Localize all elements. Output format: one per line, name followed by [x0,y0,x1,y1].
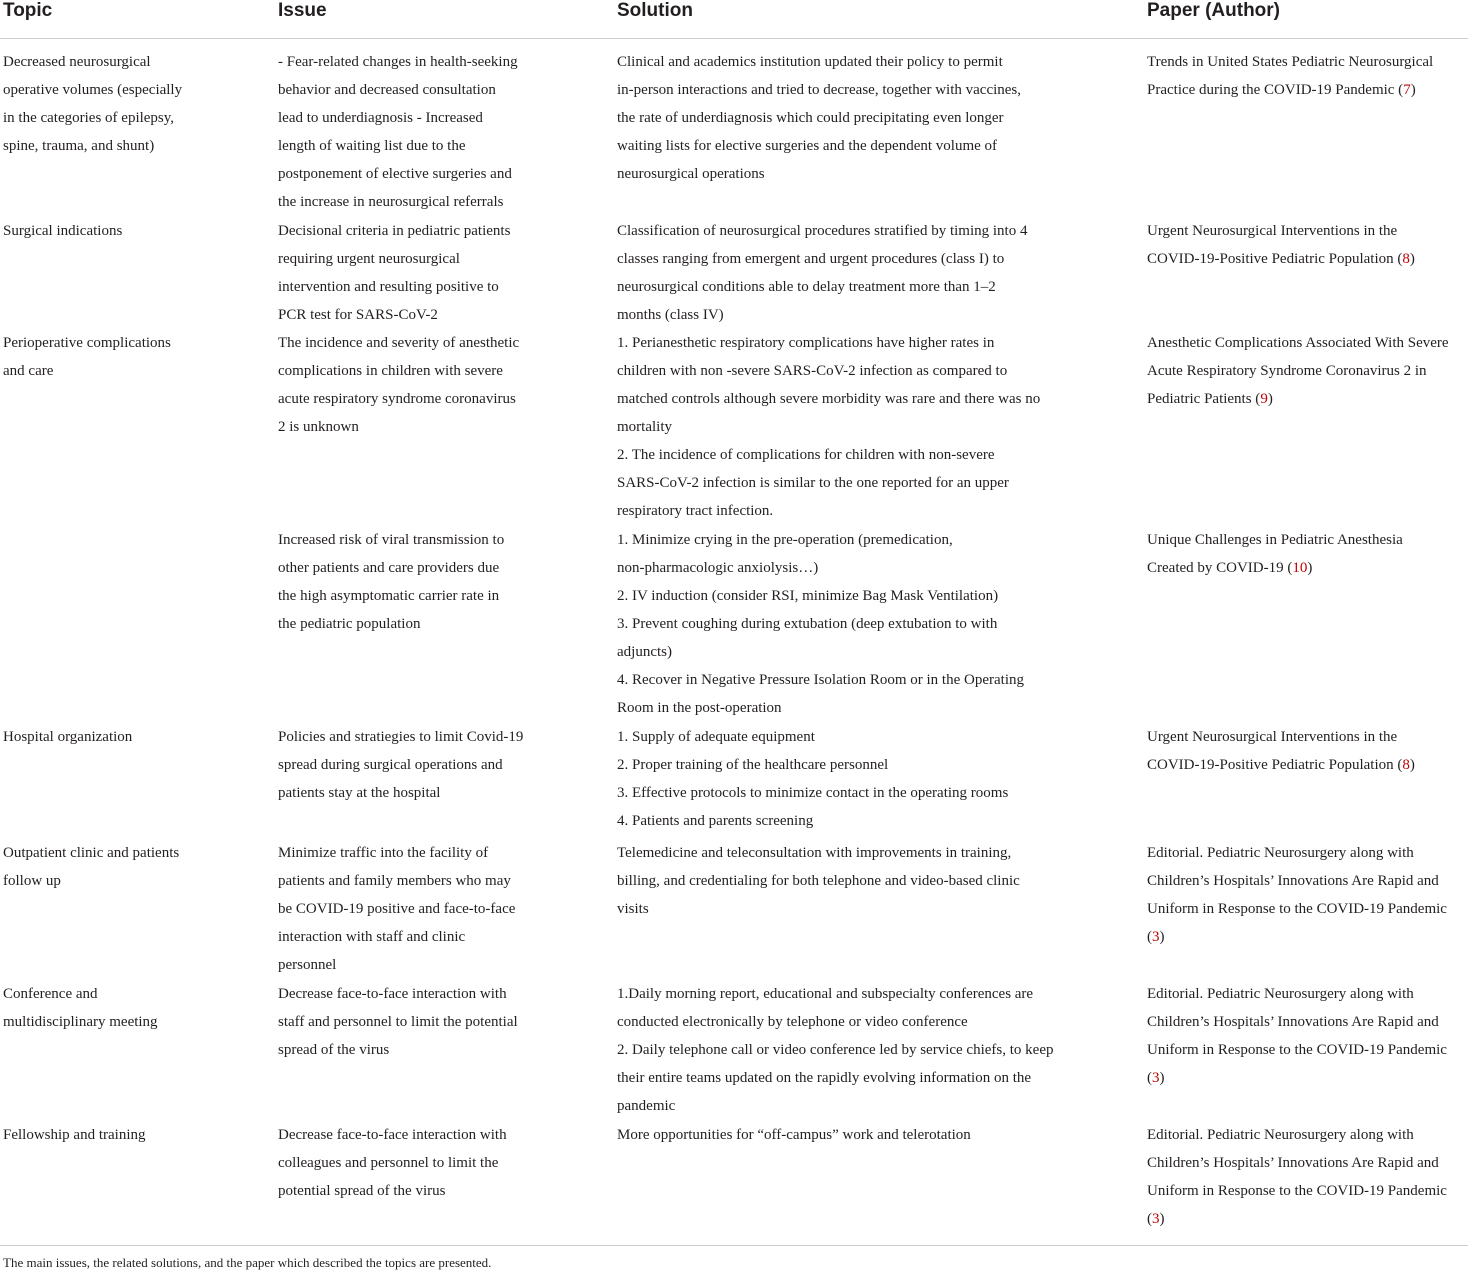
cell-line: postponement of elective surgeries and [278,166,512,182]
cell-line: 3. Prevent coughing during extubation (deep extubation to with [617,616,998,632]
cell-line: pandemic [617,1098,676,1114]
cell-line: Decreased neurosurgical [3,54,151,70]
cell-line: adjuncts) [617,644,672,660]
cell-line: operative volumes (especially [3,82,183,98]
cell-line: More opportunities for “off-campus” work and telerotation [617,1127,971,1143]
issue-cell [278,980,518,1064]
header-topic: Topic [3,0,53,21]
reference-link[interactable]: 3 [1152,1211,1160,1227]
solution-cell [617,217,1027,329]
cell-line: 2. Proper training of the healthcare personnel [617,757,889,773]
paper-text: Uniform in Response to the COVID-19 Pandemic [1147,1042,1447,1058]
cell-line: PCR test for SARS-CoV-2 [278,307,438,323]
paper-text: Children’s Hospitals’ Innovations Are Rapid and [1147,1155,1439,1171]
paper-text: COVID-19-Positive Pediatric Population ( [1147,757,1403,773]
cell-line: neurosurgical conditions able to delay treatment more than 1–2 [617,279,996,295]
cell-line: the rate of underdiagnosis which could precipitating even longer [617,110,1004,126]
cell-line: behavior and decreased consultation [278,82,496,98]
issue-cell [278,1121,507,1205]
solution-cell [617,48,1021,188]
cell-line: 3. Effective protocols to minimize contact in the operating rooms [617,785,1009,801]
issue-cell [278,48,518,216]
cell-line: 4. Recover in Negative Pressure Isolation Room or in the Operating [617,672,1024,688]
cell-line: the high asymptomatic carrier rate in [278,588,500,604]
cell-line [1147,839,1447,867]
cell-line [1147,923,1447,951]
cell-line: Policies and stratiegies to limit Covid-19 [278,729,524,745]
topic-cell [3,329,171,385]
cell-line: 1. Supply of adequate equipment [617,729,815,745]
cell-line: their entire teams updated on the rapidly evolving information on the [617,1070,1032,1086]
cell-line [1147,554,1403,582]
cell-line: complications in children with severe [278,363,503,379]
cell-line: in-person interactions and tried to decrease, together with vaccines, [617,82,1022,98]
topic-cell [3,980,158,1036]
cell-line: interaction with staff and clinic [278,929,466,945]
paper-text: Uniform in Response to the COVID-19 Pandemic [1147,901,1447,917]
issue-cell [278,217,510,329]
cell-line: months (class IV) [617,307,724,323]
paper-text-close: ) [1159,1070,1165,1086]
cell-line [1147,1036,1447,1064]
topic-cell [3,217,122,245]
cell-line: patients and family members who may [278,873,511,889]
cell-line: The incidence and severity of anesthetic [278,335,520,351]
cell-line: in the categories of epilepsy, [3,110,175,126]
cell-line: waiting lists for elective surgeries and the dependent volume of [617,138,998,154]
reference-link[interactable]: 3 [1152,929,1160,945]
solution-cell [617,526,1024,722]
paper-text: Editorial. Pediatric Neurosurgery along with [1147,845,1414,861]
table-footnote: The main issues, the related solutions, and the paper which described the topics are presented. [3,1255,492,1270]
cell-line: Classification of neurosurgical procedures stratified by timing into 4 [617,223,1028,239]
paper-text: COVID-19-Positive Pediatric Population ( [1147,251,1403,267]
cell-line [1147,1149,1447,1177]
cell-line [1147,385,1449,413]
cell-line: length of waiting list due to the [278,138,466,154]
paper-text-close: ) [1409,757,1415,773]
paper-cell [1147,1121,1447,1233]
cell-line: Clinical and academics institution updated their policy to permit [617,54,1003,70]
solution-cell [617,980,1053,1120]
paper-text: Uniform in Response to the COVID-19 Pandemic [1147,1183,1447,1199]
header-issue: Issue [278,0,327,21]
paper-text: ( [1147,1070,1152,1086]
cell-line [1147,1177,1447,1205]
paper-text-close: ) [1159,1211,1165,1227]
cell-line: Minimize traffic into the facility of [278,845,489,861]
paper-cell [1147,48,1433,104]
cell-line: and care [3,363,54,379]
topic-cell [3,839,179,895]
cell-line: neurosurgical operations [617,166,765,182]
paper-text: Trends in United States Pediatric Neurosurgical [1147,54,1434,70]
paper-text: Urgent Neurosurgical Interventions in the [1147,729,1398,745]
cell-line: acute respiratory syndrome coronavirus [278,391,516,407]
footer-divider [0,1245,1468,1246]
paper-text: Acute Respiratory Syndrome Coronavirus 2 in [1147,363,1427,379]
cell-line: multidisciplinary meeting [3,1014,158,1030]
cell-line: potential spread of the virus [278,1183,446,1199]
cell-line: spread of the virus [278,1042,390,1058]
issue-cell [278,839,515,979]
cell-line: Increased risk of viral transmission to [278,532,505,548]
cell-line: Decrease face-to-face interaction with [278,1127,507,1143]
cell-line: - Fear-related changes in health-seeking [278,54,518,70]
paper-text-close: ) [1267,391,1273,407]
paper-cell [1147,217,1415,273]
cell-line: Decisional criteria in pediatric patients [278,223,511,239]
solution-cell [617,329,1040,525]
paper-text: Children’s Hospitals’ Innovations Are Rapid and [1147,1014,1439,1030]
paper-text: Unique Challenges in Pediatric Anesthesia [1147,532,1403,548]
paper-text-close: ) [1159,929,1165,945]
paper-cell [1147,839,1447,951]
cell-line [1147,867,1447,895]
cell-line: Telemedicine and teleconsultation with improvements in training, [617,845,1012,861]
cell-line [1147,217,1415,245]
paper-text: Editorial. Pediatric Neurosurgery along with [1147,1127,1414,1143]
cell-line: Room in the post-operation [617,700,782,716]
reference-link[interactable]: 3 [1152,1070,1160,1086]
cell-line: 4. Patients and parents screening [617,813,814,829]
topic-cell [3,48,182,160]
cell-line [1147,245,1415,273]
cell-line [1147,895,1447,923]
cell-line: billing, and credentialing for both telephone and video-based clinic [617,873,1020,889]
cell-line: conducted electronically by telephone or video conference [617,1014,968,1030]
cell-line: mortality [617,419,672,435]
cell-line: 1. Perianesthetic respiratory complications have higher rates in [617,335,995,351]
cell-line: colleagues and personnel to limit the [278,1155,499,1171]
header-solution: Solution [617,0,693,21]
cell-line: Hospital organization [3,729,133,745]
paper-text: Urgent Neurosurgical Interventions in the [1147,223,1398,239]
reference-link[interactable]: 10 [1292,560,1308,576]
paper-text: Practice during the COVID-19 Pandemic ( [1147,82,1404,98]
header-paper: Paper (Author) [1147,0,1280,21]
cell-line: the increase in neurosurgical referrals [278,194,504,210]
cell-line: non-pharmacologic anxiolysis…) [617,560,819,576]
cell-line: Outpatient clinic and patients [3,845,180,861]
cell-line: requiring urgent neurosurgical [278,251,460,267]
cell-line [1147,1064,1447,1092]
paper-text: Anesthetic Complications Associated With Severe [1147,335,1449,351]
cell-line: children with non -severe SARS-CoV-2 infection as compared to [617,363,1008,379]
cell-line [1147,48,1433,76]
cell-line [1147,723,1415,751]
solution-cell [617,1121,971,1149]
cell-line: respiratory tract infection. [617,503,774,519]
cell-line: 1.Daily morning report, educational and subspecialty conferences are [617,986,1034,1002]
cell-line: follow up [3,873,61,889]
issue-cell [278,526,504,638]
cell-line: matched controls although severe morbidity was rare and there was no [617,391,1041,407]
cell-line [1147,526,1403,554]
table-header [0,0,1468,39]
cell-line: Perioperative complications [3,335,171,351]
cell-line [1147,329,1449,357]
cell-line: classes ranging from emergent and urgent procedures (class I) to [617,251,1005,267]
cell-line [1147,1008,1447,1036]
cell-line: 1. Minimize crying in the pre-operation (premedication, [617,532,953,548]
cell-line: patients stay at the hospital [278,785,441,801]
paper-text-close: ) [1307,560,1313,576]
paper-text: Children’s Hospitals’ Innovations Are Rapid and [1147,873,1439,889]
cell-line [1147,76,1433,104]
cell-line: SARS-CoV-2 infection is similar to the one reported for an upper [617,475,1009,491]
topic-cell [3,1121,146,1149]
paper-cell [1147,329,1449,413]
paper-text-close: ) [1410,82,1416,98]
issue-cell [278,329,519,441]
cell-line: other patients and care providers due [278,560,500,576]
paper-cell [1147,723,1415,779]
cell-line: personnel [278,957,337,973]
reference-link[interactable]: 7 [1403,82,1411,98]
cell-line [1147,357,1449,385]
cell-line: 2. Daily telephone call or video conference led by service chiefs, to keep [617,1042,1054,1058]
cell-line: 2. The incidence of complications for children with non-severe [617,447,995,463]
cell-line: lead to underdiagnosis - Increased [278,110,483,126]
cell-line [1147,980,1447,1008]
paper-text: ( [1147,1211,1152,1227]
paper-text: ( [1147,929,1152,945]
paper-cell [1147,526,1403,582]
cell-line: Decrease face-to-face interaction with [278,986,507,1002]
cell-line: intervention and resulting positive to [278,279,499,295]
cell-line [1147,1121,1447,1149]
issue-cell [278,723,523,807]
paper-cell [1147,980,1447,1092]
cell-line [1147,1205,1447,1233]
cell-line: Conference and [3,986,98,1002]
topic-cell [3,723,132,751]
cell-line: Surgical indications [3,223,123,239]
paper-text: Pediatric Patients ( [1147,391,1261,407]
cell-line: 2 is unknown [278,419,359,435]
solution-cell [617,723,1008,835]
cell-line: 2. IV induction (consider RSI, minimize Bag Mask Ventilation) [617,588,999,604]
paper-text-close: ) [1409,251,1415,267]
cell-line: spine, trauma, and shunt) [3,138,155,154]
cell-line: spread during surgical operations and [278,757,503,773]
cell-line: staff and personnel to limit the potential [278,1014,518,1030]
paper-text: Created by COVID-19 ( [1147,560,1293,576]
reference-link[interactable]: 8 [1402,757,1410,773]
cell-line [1147,751,1415,779]
paper-text: Editorial. Pediatric Neurosurgery along with [1147,986,1414,1002]
reference-link[interactable]: 9 [1260,391,1268,407]
cell-line: be COVID-19 positive and face-to-face [278,901,516,917]
cell-line: visits [617,901,649,917]
cell-line: Fellowship and training [3,1127,146,1143]
solution-cell [617,839,1020,923]
cell-line: the pediatric population [278,616,421,632]
reference-link[interactable]: 8 [1402,251,1410,267]
